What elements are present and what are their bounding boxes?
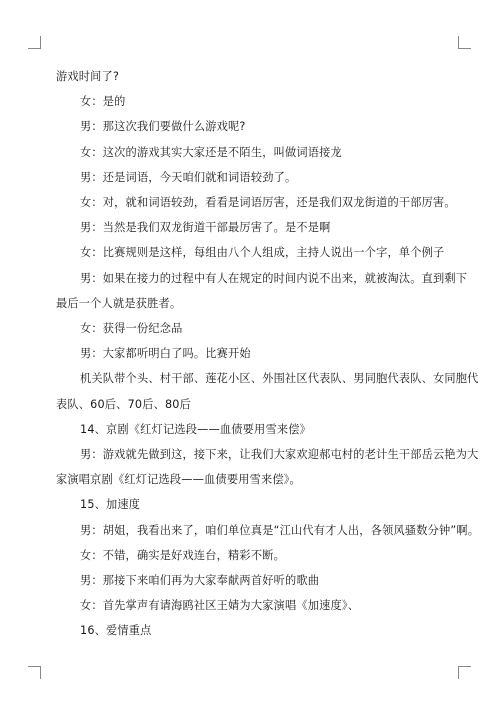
crop-mark-bottom-left — [28, 666, 41, 679]
text-line: 男：那接下来咱们再为大家奉献两首好听的歌曲 — [80, 574, 320, 588]
crop-mark-top-left — [28, 36, 41, 49]
text-line: 男：如果在接力的过程中有人在规定的时间内说不出来，就被淘汰。直到剩下 — [80, 271, 468, 285]
text-line: 最后一个人就是获胜者。 — [56, 296, 182, 310]
text-line: 女：首先掌声有请海鸥社区王婧为大家演唱《加速度》、 — [80, 599, 360, 613]
section-heading: 16、爱情重点 — [80, 624, 152, 638]
text-line: 机关队带个头、村干部、莲花小区、外围社区代表队、男同胞代表队、女同胞代 — [80, 372, 479, 386]
text-line: 男：胡姐，我看出来了，咱们单位真是“江山代有才人出，各领风骚数分钟”啊。 — [80, 523, 480, 537]
crop-mark-top-right — [458, 36, 471, 49]
text-line: 男：那这次我们要做什么游戏呢? — [80, 120, 246, 134]
text-line: 女：对，就和词语较劲，看看是词语厉害，还是我们双龙街道的干部厉害。 — [80, 196, 456, 210]
text-line: 女：比赛规则是这样，每组由八个人组成，主持人说出一个字，单个例子 — [80, 246, 445, 260]
section-heading: 15、加速度 — [80, 498, 141, 512]
text-line: 男：游戏就先做到这，接下来，让我们大家欢迎郝屯村的老计生干部岳云艳为大 — [80, 448, 479, 462]
text-line: 家演唱京剧《红灯记选段——血债要用雪来偿》。 — [56, 473, 301, 487]
text-line: 男：还是词语，今天咱们就和词语较劲了。 — [80, 170, 297, 184]
text-line: 男：当然是我们双龙街道干部最厉害了。是不是啊 — [80, 221, 331, 235]
text-line: 女：这次的游戏其实大家还是不陌生，叫做词语接龙 — [80, 145, 342, 159]
text-line: 表队、60后、70后、80后 — [56, 397, 192, 411]
text-line: 女：不错，确实是好戏连台，精彩不断。 — [80, 548, 285, 562]
text-line: 游戏时间了? — [56, 70, 120, 83]
text-line: 男：大家都听明白了吗。比赛开始 — [80, 347, 251, 361]
text-line: 女：是的 — [80, 95, 126, 109]
document-page — [56, 64, 480, 644]
crop-mark-bottom-right — [458, 666, 471, 679]
section-heading: 14、京剧《红灯记选段——血债要用雪来偿》 — [80, 422, 311, 436]
text-line: 女：获得一份纪念品 — [80, 322, 183, 336]
